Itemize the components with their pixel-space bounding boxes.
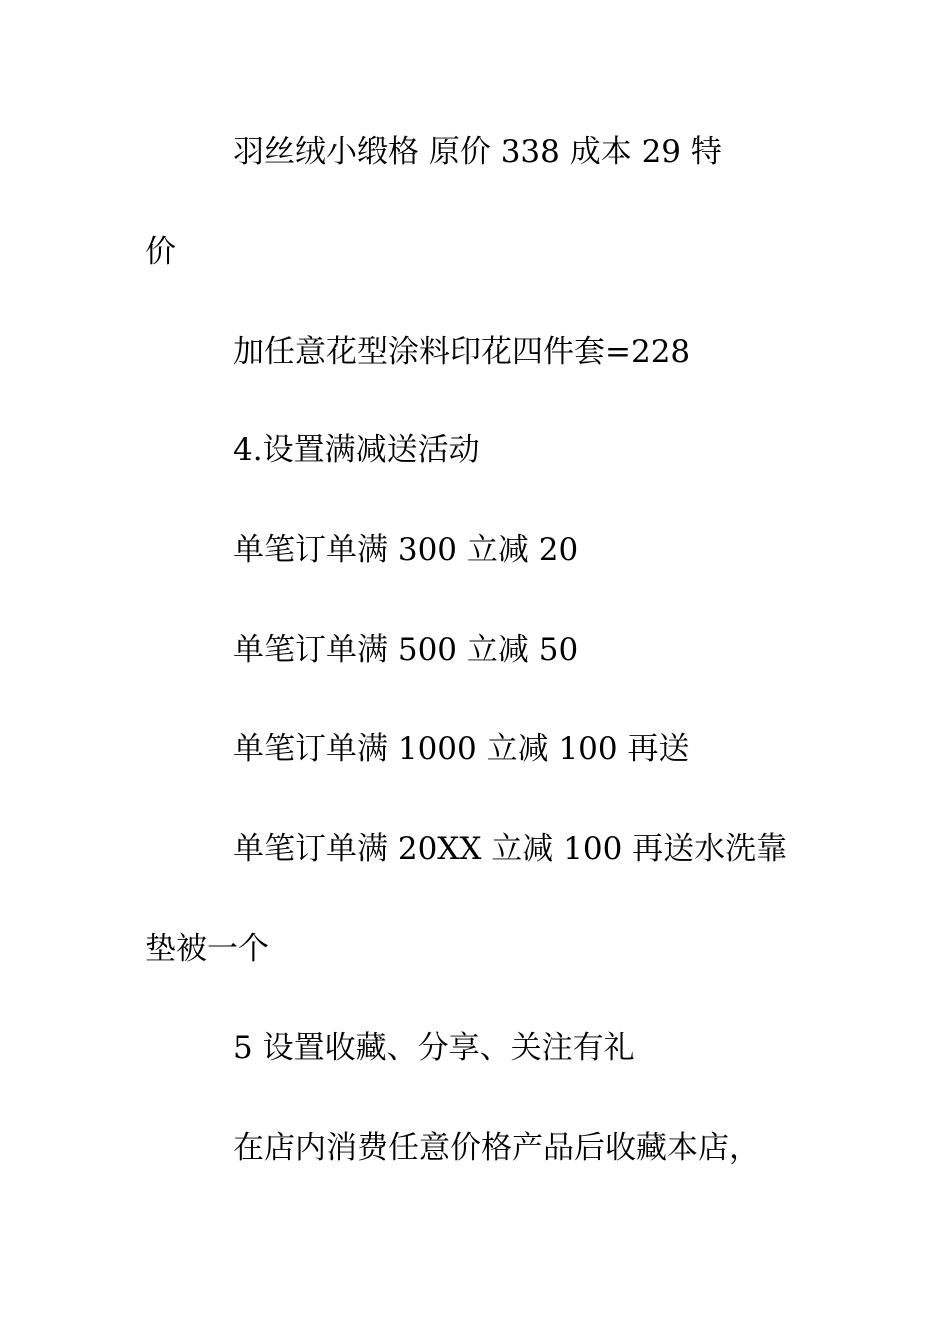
paragraph-line-6: 单笔订单满 500 立减 50 — [233, 632, 579, 668]
paragraph-line-7: 单笔订单满 1000 立减 100 再送 — [233, 731, 690, 767]
paragraph-line-8: 单笔订单满 20XX 立减 100 再送水洗靠 — [233, 831, 788, 867]
section-heading-5: 5 设置收藏、分享、关注有礼 — [233, 1030, 635, 1066]
paragraph-line-3: 加任意花型涂料印花四件套=228 — [233, 334, 691, 370]
paragraph-line-9: 垫被一个 — [145, 931, 269, 967]
paragraph-line-5: 单笔订单满 300 立减 20 — [233, 532, 579, 568]
paragraph-line-11: 在店内消费任意价格产品后收藏本店， — [233, 1130, 760, 1166]
paragraph-line-1: 羽丝绒小缎格 原价 338 成本 29 特 — [233, 134, 722, 170]
section-heading-4: 4.设置满减送活动 — [233, 432, 480, 468]
paragraph-line-2: 价 — [145, 234, 176, 270]
